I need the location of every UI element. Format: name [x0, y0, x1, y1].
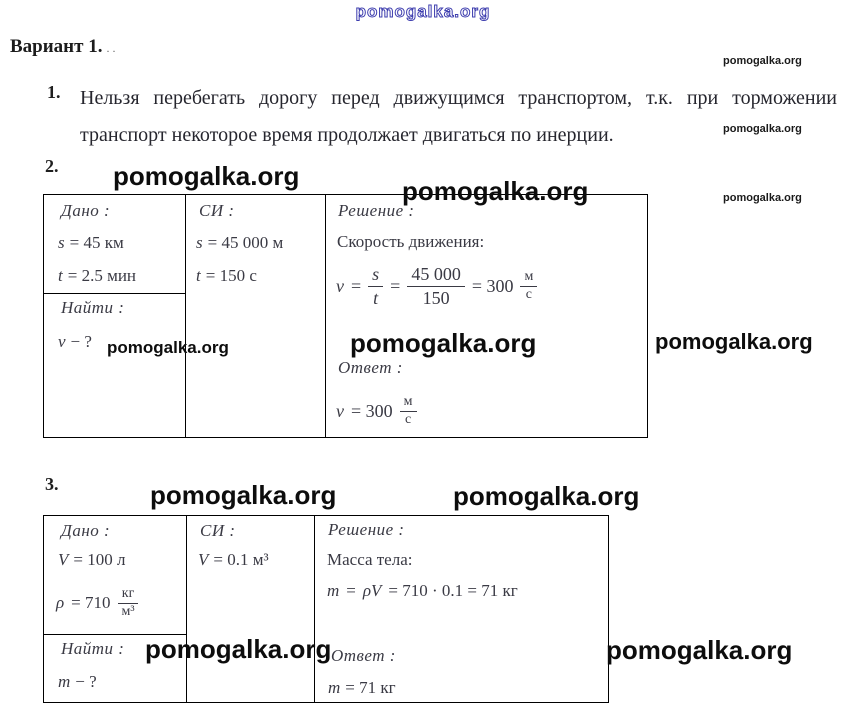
problem3-dano-line2 — [56, 578, 139, 628]
var-m: m — [328, 678, 341, 697]
watermark-bold-4: pomogalka.org — [350, 328, 537, 358]
var-rho-V: ρV — [362, 581, 382, 600]
var-v: v — [336, 400, 344, 421]
var-V: V — [58, 550, 69, 569]
watermark-top-center: pomogalka.org — [355, 2, 491, 21]
equals: = — [346, 581, 356, 600]
problem3-solution-title: Масса тела: — [327, 550, 413, 569]
value: = 71 кг — [345, 678, 396, 697]
equals-300: = 300 — [471, 275, 514, 296]
equals: = — [351, 275, 362, 296]
problem3-col-divider-1 — [186, 516, 187, 702]
problem2-dano-label: Дано : — [61, 201, 111, 220]
problem3-dano-line1 — [58, 550, 125, 570]
problem2-answer-label: Ответ : — [338, 358, 403, 377]
problem3-si-label: СИ : — [200, 521, 236, 540]
problem2-naiti-value — [58, 332, 92, 352]
problem2-solution-title: Скорость движения: — [337, 232, 485, 251]
problem2-naiti-label: Найти : — [61, 298, 125, 317]
watermark-bold-7: pomogalka.org — [453, 481, 640, 511]
unit-fraction-m-s: $\frac{м}{с}$ — [400, 394, 417, 429]
var-t: t — [373, 287, 379, 308]
var-v: v — [336, 275, 344, 296]
fraction-s-t — [368, 263, 383, 309]
problem1-line2: транспорт некоторое время продолжает двигаться по инерции. — [80, 124, 614, 146]
var-rho: ρ — [56, 593, 65, 612]
problem2-solution-label: Решение : — [338, 201, 415, 220]
var-s: s — [196, 233, 203, 252]
problem2-si-line1 — [196, 233, 283, 253]
watermark-bold-6: pomogalka.org — [150, 480, 337, 510]
problem3-table — [43, 515, 609, 703]
watermark-bold-3: pomogalka.org — [107, 338, 229, 357]
problem2-dano-naiti-divider — [44, 293, 185, 294]
var-V: V — [198, 550, 209, 569]
watermark-bold-9: pomogalka.org — [606, 635, 793, 665]
fraction-45000-150: $\frac{45 000}{150}$ — [407, 263, 465, 309]
problem2-answer — [336, 389, 417, 433]
watermark-small-2: pomogalka.org — [723, 123, 802, 135]
value: − ? — [70, 332, 92, 351]
value: = 2.5 мин — [67, 266, 137, 285]
watermark-bold-1: pomogalka.org — [113, 161, 300, 191]
value: = 45 000 м — [207, 233, 284, 252]
value: − ? — [75, 672, 97, 691]
equals-710: = 710 — [71, 593, 111, 612]
var-v: v — [58, 332, 66, 351]
value: = 710 · 0.1 = 71 кг — [388, 581, 518, 600]
page-title — [10, 36, 115, 58]
watermark-bold-2: pomogalka.org — [402, 176, 589, 206]
watermark-bold-8: pomogalka.org — [145, 634, 332, 664]
watermark-bold-5: pomogalka.org — [655, 329, 813, 354]
problem2-formula — [336, 257, 537, 315]
problem3-answer — [328, 678, 396, 698]
problem3-naiti-value — [58, 672, 97, 692]
problem1-line1: Нельзя перебегать дорогу перед движущимся транспортом, т.к. при торможении — [80, 87, 837, 109]
value: = 0.1 м³ — [213, 550, 269, 569]
unit-fraction-m-s: $\frac{м}{с}$ — [520, 269, 537, 304]
problem2-dano-line1 — [58, 233, 124, 253]
problem3-col-divider-2 — [314, 516, 315, 702]
problem2-si-label: СИ : — [199, 201, 235, 220]
problem1-text — [80, 80, 837, 154]
var-m: m — [327, 581, 340, 600]
var-s: s — [372, 264, 380, 284]
problem3-number: 3. — [45, 474, 59, 494]
problem3-answer-label: Ответ : — [331, 646, 396, 665]
problem3-naiti-label: Найти : — [61, 639, 125, 658]
problem3-formula — [327, 581, 518, 601]
unit-fraction-kg-m3: $\frac{кг}{\text{м³}}$ — [118, 586, 139, 621]
variant-title: Вариант 1. — [10, 36, 103, 57]
watermark-small-3: pomogalka.org — [723, 192, 802, 204]
value: = 100 л — [73, 550, 126, 569]
problem2-col-divider-1 — [185, 195, 186, 437]
value: = 150 с — [205, 266, 257, 285]
problem3-si-line1 — [198, 550, 269, 570]
problem2-table — [43, 194, 648, 438]
var-t: t — [196, 266, 201, 285]
equals-300: = 300 — [351, 400, 393, 421]
problem2-dano-line2 — [58, 266, 136, 286]
var-m: m — [58, 672, 71, 691]
equals: = — [390, 275, 401, 296]
var-s: s — [58, 233, 65, 252]
var-t: t — [58, 266, 63, 285]
problem3-solution-label: Решение : — [328, 520, 405, 539]
problem2-number: 2. — [45, 156, 59, 176]
title-trailing-dots: . . — [106, 41, 116, 55]
problem1-number: 1. — [47, 82, 61, 102]
value: = 45 км — [69, 233, 124, 252]
problem3-dano-label: Дано : — [61, 521, 111, 540]
problem2-col-divider-2 — [325, 195, 326, 437]
watermark-small-1: pomogalka.org — [723, 55, 802, 67]
problem2-si-line2 — [196, 266, 257, 286]
